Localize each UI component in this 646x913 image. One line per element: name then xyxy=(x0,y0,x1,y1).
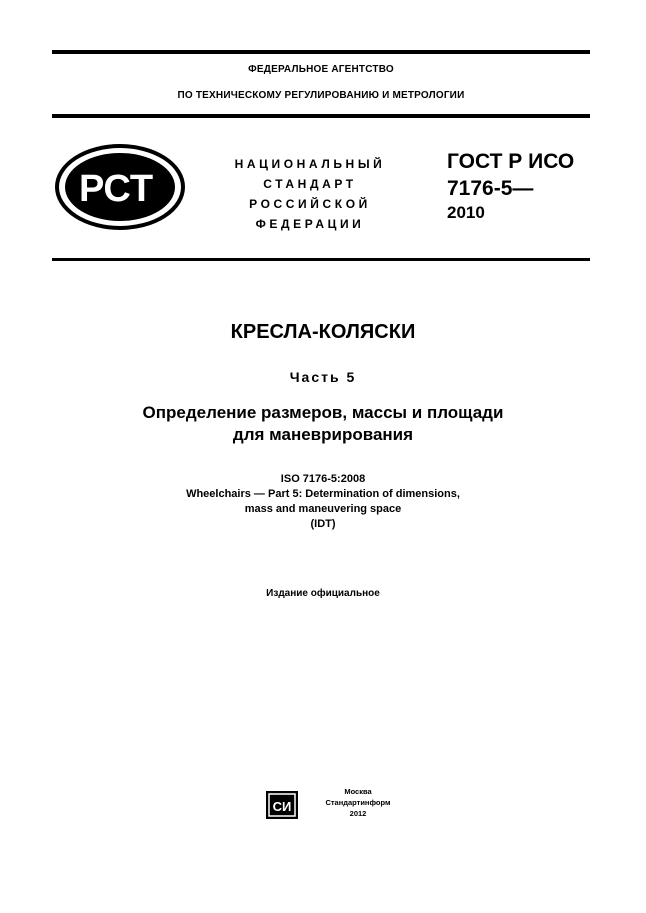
publisher-logo-text: СИ xyxy=(272,799,292,814)
top-rule xyxy=(52,50,590,54)
rst-logo-icon xyxy=(54,143,186,231)
lower-rule xyxy=(52,258,590,261)
iso-code: ISO 7176-5:2008 xyxy=(280,473,366,485)
subtitle-line-1: Определение размеров, массы и площади xyxy=(142,403,504,422)
publisher-city: Москва xyxy=(344,787,372,796)
iso-reference xyxy=(60,472,586,532)
designation-line-1: ГОСТ Р ИСО xyxy=(447,150,575,173)
publisher-name: Стандартинформ xyxy=(325,798,391,807)
document-subtitle xyxy=(60,402,586,446)
publisher-info xyxy=(308,786,408,819)
document-title: КРЕСЛА-КОЛЯСКИ xyxy=(230,321,416,343)
standartinform-logo-icon xyxy=(265,790,299,820)
header-rule xyxy=(52,114,590,118)
national-line: НАЦИОНАЛЬНЫЙ xyxy=(234,157,386,171)
national-line: СТАНДАРТ xyxy=(263,177,357,191)
agency-line-2: ПО ТЕХНИЧЕСКОМУ РЕГУЛИРОВАНИЮ И МЕТРОЛОГИИ xyxy=(177,90,465,101)
iso-title-line-2: mass and maneuvering space xyxy=(244,503,402,515)
edition-label: Издание официальное xyxy=(266,588,380,599)
rst-logo-text: РСТ xyxy=(78,168,154,210)
iso-title-line-1: Wheelchairs — Part 5: Determination of dimensions, xyxy=(186,488,460,500)
publisher-year: 2012 xyxy=(349,809,367,818)
part-label: Часть 5 xyxy=(289,369,357,385)
agency-line-1: ФЕДЕРАЛЬНОЕ АГЕНТСТВО xyxy=(248,64,394,75)
national-standard-label xyxy=(215,154,405,234)
iso-idt: (IDT) xyxy=(310,518,336,530)
standard-designation xyxy=(447,148,597,224)
national-line: РОССИЙСКОЙ xyxy=(249,197,371,211)
national-line: ФЕДЕРАЦИИ xyxy=(255,217,365,231)
designation-year: 2010 xyxy=(447,203,485,222)
subtitle-line-2: для маневрирования xyxy=(232,425,414,444)
designation-line-2: 7176-5— xyxy=(447,177,534,200)
